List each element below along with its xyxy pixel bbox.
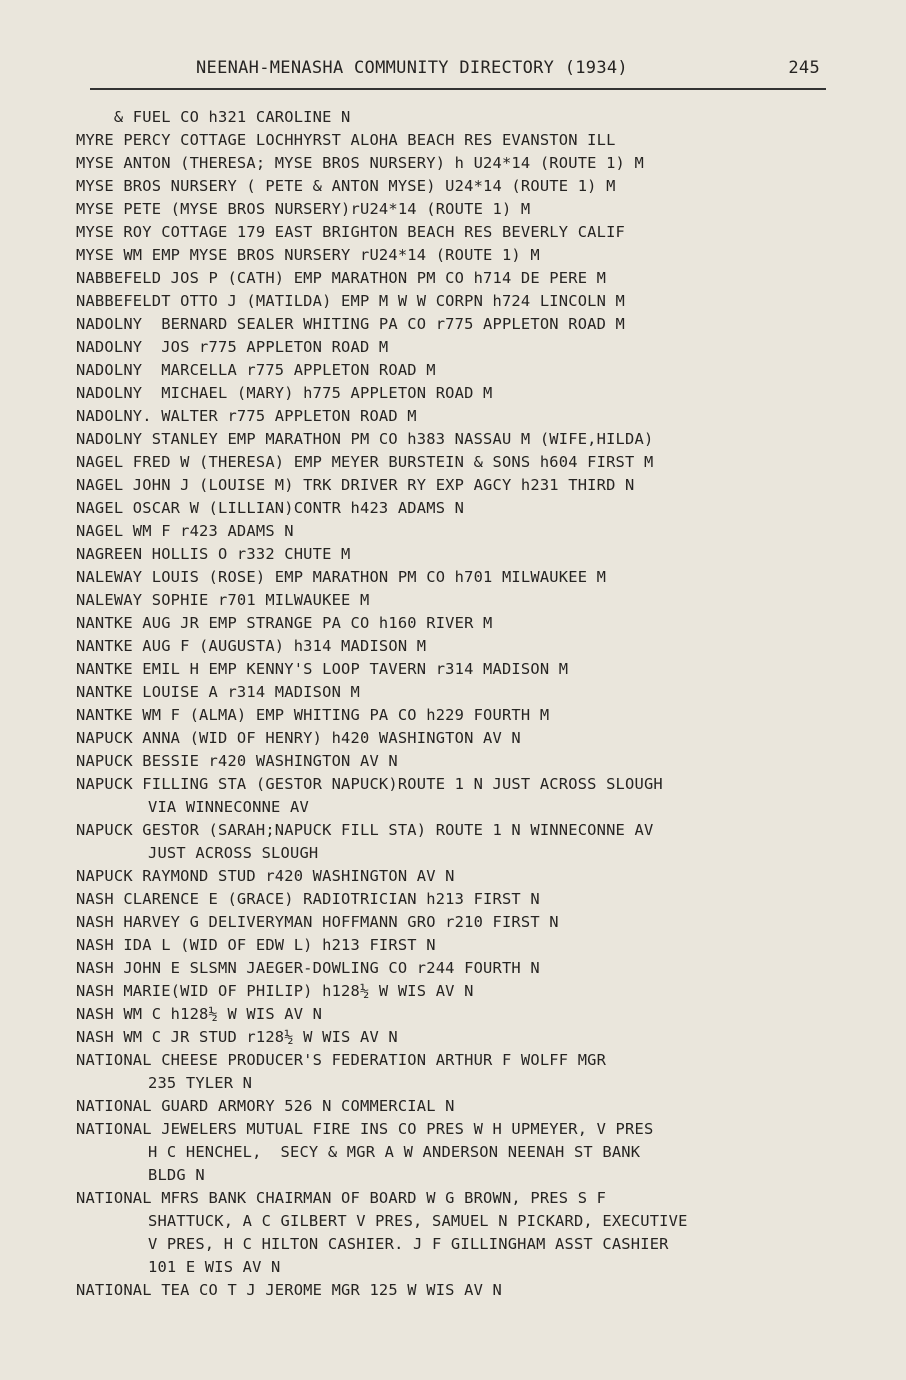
directory-entry: NAPUCK GESTOR (SARAH;NAPUCK FILL STA) ROUTE 1 N WINNECONNE AV xyxy=(76,821,654,839)
directory-entry: NAPUCK BESSIE r420 WASHINGTON AV N xyxy=(76,752,398,770)
directory-entry: NAGEL JOHN J (LOUISE M) TRK DRIVER RY EXP AGCY h231 THIRD N xyxy=(76,476,635,494)
directory-entry: NADOLNY STANLEY EMP MARATHON PM CO h383 NASSAU M (WIFE,HILDA) xyxy=(76,430,654,448)
directory-entry: NADOLNY MARCELLA r775 APPLETON ROAD M xyxy=(76,361,436,379)
directory-entry: V PRES, H C HILTON CASHIER. J F GILLINGHAM ASST CASHIER xyxy=(148,1235,669,1253)
directory-entry: NABBEFELDT OTTO J (MATILDA) EMP M W W CORPN h724 LINCOLN M xyxy=(76,292,626,310)
directory-entries xyxy=(76,106,866,1302)
directory-entry: NAGEL OSCAR W (LILLIAN)CONTR h423 ADAMS N xyxy=(76,499,465,517)
page-title: NEENAH-MENASHA COMMUNITY DIRECTORY (1934) xyxy=(196,58,628,78)
directory-entry: NASH HARVEY G DELIVERYMAN HOFFMANN GRO r210 FIRST N xyxy=(76,913,559,931)
directory-entry: BLDG N xyxy=(148,1166,205,1184)
directory-entry: NALEWAY LOUIS (ROSE) EMP MARATHON PM CO h701 MILWAUKEE M xyxy=(76,568,607,586)
directory-entry: MYSE PETE (MYSE BROS NURSERY)rU24*14 (ROUTE 1) M xyxy=(76,200,531,218)
directory-entry: NANTKE AUG F (AUGUSTA) h314 MADISON M xyxy=(76,637,427,655)
directory-entry: NAPUCK FILLING STA (GESTOR NAPUCK)ROUTE 1 N JUST ACROSS SLOUGH xyxy=(76,775,663,793)
directory-entry: NALEWAY SOPHIE r701 MILWAUKEE M xyxy=(76,591,370,609)
directory-entry: NASH IDA L (WID OF EDW L) h213 FIRST N xyxy=(76,936,436,954)
directory-entry: NATIONAL CHEESE PRODUCER'S FEDERATION ARTHUR F WOLFF MGR xyxy=(76,1051,607,1069)
directory-entry: NASH MARIE(WID OF PHILIP) h128½ W WIS AV N xyxy=(76,982,474,1000)
directory-entry: NASH WM C h128½ W WIS AV N xyxy=(76,1005,323,1023)
directory-entry: NASH JOHN E SLSMN JAEGER-DOWLING CO r244 FOURTH N xyxy=(76,959,540,977)
directory-entry: 101 E WIS AV N xyxy=(148,1258,281,1276)
directory-entry: NAGEL FRED W (THERESA) EMP MEYER BURSTEIN & SONS h604 FIRST M xyxy=(76,453,654,471)
directory-entry: 235 TYLER N xyxy=(148,1074,253,1092)
directory-entry: NABBEFELD JOS P (CATH) EMP MARATHON PM CO h714 DE PERE M xyxy=(76,269,607,287)
directory-entry: H C HENCHEL, SECY & MGR A W ANDERSON NEENAH ST BANK xyxy=(148,1143,641,1161)
directory-entry: NADOLNY MICHAEL (MARY) h775 APPLETON ROAD M xyxy=(76,384,493,402)
directory-entry: MYSE ROY COTTAGE 179 EAST BRIGHTON BEACH RES BEVERLY CALIF xyxy=(76,223,626,241)
header-rule xyxy=(90,88,826,90)
directory-entry: NAGREEN HOLLIS O r332 CHUTE M xyxy=(76,545,351,563)
directory-entry: NATIONAL GUARD ARMORY 526 N COMMERCIAL N xyxy=(76,1097,455,1115)
directory-entry: SHATTUCK, A C GILBERT V PRES, SAMUEL N PICKARD, EXECUTIVE xyxy=(148,1212,688,1230)
directory-entry: VIA WINNECONNE AV xyxy=(148,798,309,816)
page-header xyxy=(90,58,820,84)
directory-entry: NAGEL WM F r423 ADAMS N xyxy=(76,522,294,540)
directory-entry: NANTKE LOUISE A r314 MADISON M xyxy=(76,683,360,701)
directory-entry: NATIONAL TEA CO T J JEROME MGR 125 W WIS AV N xyxy=(76,1281,502,1299)
directory-entry: NATIONAL JEWELERS MUTUAL FIRE INS CO PRES W H UPMEYER, V PRES xyxy=(76,1120,654,1138)
page-number: 245 xyxy=(788,58,820,78)
directory-entry: NAPUCK RAYMOND STUD r420 WASHINGTON AV N xyxy=(76,867,455,885)
directory-entry: MYRE PERCY COTTAGE LOCHHYRST ALOHA BEACH RES EVANSTON ILL xyxy=(76,131,616,149)
directory-entry: JUST ACROSS SLOUGH xyxy=(148,844,319,862)
directory-entry: NANTKE EMIL H EMP KENNY'S LOOP TAVERN r314 MADISON M xyxy=(76,660,569,678)
directory-entry: NADOLNY JOS r775 APPLETON ROAD M xyxy=(76,338,389,356)
directory-entry: MYSE BROS NURSERY ( PETE & ANTON MYSE) U24*14 (ROUTE 1) M xyxy=(76,177,616,195)
directory-entry: NADOLNY. WALTER r775 APPLETON ROAD M xyxy=(76,407,417,425)
directory-entry: NANTKE WM F (ALMA) EMP WHITING PA CO h229 FOURTH M xyxy=(76,706,550,724)
directory-entry: NATIONAL MFRS BANK CHAIRMAN OF BOARD W G BROWN, PRES S F xyxy=(76,1189,607,1207)
directory-entry: NADOLNY BERNARD SEALER WHITING PA CO r775 APPLETON ROAD M xyxy=(76,315,626,333)
directory-entry: MYSE ANTON (THERESA; MYSE BROS NURSERY) h U24*14 (ROUTE 1) M xyxy=(76,154,644,172)
directory-entry: NAPUCK ANNA (WID OF HENRY) h420 WASHINGTON AV N xyxy=(76,729,521,747)
directory-entry: NASH WM C JR STUD r128½ W WIS AV N xyxy=(76,1028,398,1046)
directory-entry: & FUEL CO h321 CAROLINE N xyxy=(76,108,351,126)
directory-entry: MYSE WM EMP MYSE BROS NURSERY rU24*14 (ROUTE 1) M xyxy=(76,246,540,264)
directory-entry: NASH CLARENCE E (GRACE) RADIOTRICIAN h213 FIRST N xyxy=(76,890,540,908)
directory-entry: NANTKE AUG JR EMP STRANGE PA CO h160 RIVER M xyxy=(76,614,493,632)
